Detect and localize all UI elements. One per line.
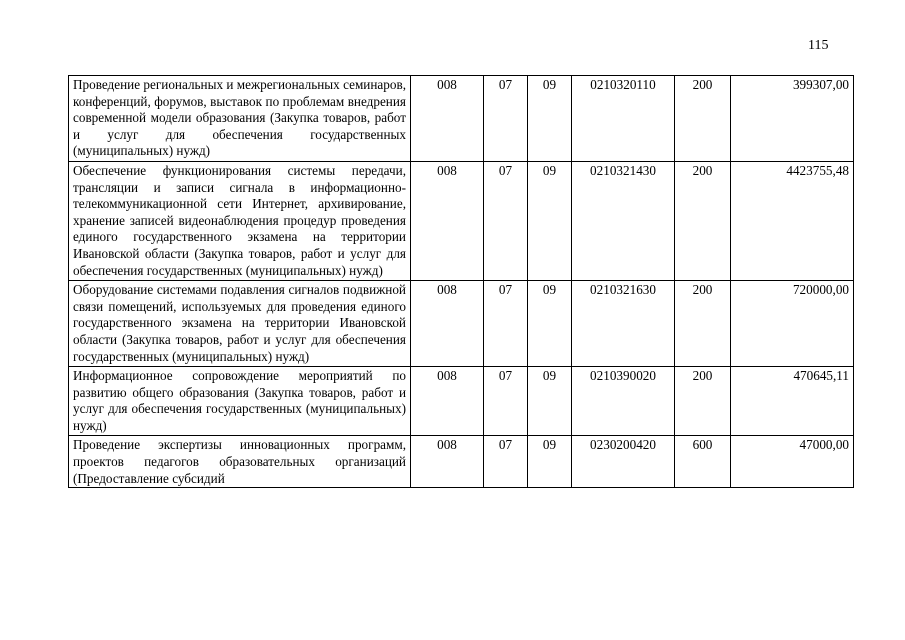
ministry-code: 008 [411, 161, 484, 280]
ministry-code: 008 [411, 76, 484, 162]
subsection-code: 09 [528, 281, 572, 367]
section-code: 07 [484, 436, 528, 488]
expense-type-code: 600 [675, 436, 731, 488]
page-number: 115 [808, 38, 829, 53]
table-row [69, 436, 854, 488]
amount: 399307,00 [731, 76, 854, 162]
subsection-code: 09 [528, 436, 572, 488]
row-description: Оборудование системами подавления сигналов подвижной связи помещений, используемых для проведения единого государственного экзамена на территории Ивановской области (Закупка товаров, работ и услуг для обеспечения государственных (муниципальных) нужд) [69, 281, 411, 367]
ministry-code: 008 [411, 436, 484, 488]
table-row [69, 367, 854, 436]
section-code: 07 [484, 281, 528, 367]
subsection-code: 09 [528, 76, 572, 162]
table-row [69, 281, 854, 367]
budget-table [68, 75, 854, 488]
expense-type-code: 200 [675, 76, 731, 162]
target-article-code: 0210320110 [572, 76, 675, 162]
row-description: Информационное сопровождение мероприятий по развитию общего образования (Закупка товаров, работ и услуг для обеспечения государственных (муниципальных) нужд) [69, 367, 411, 436]
expense-type-code: 200 [675, 367, 731, 436]
subsection-code: 09 [528, 367, 572, 436]
amount: 720000,00 [731, 281, 854, 367]
target-article-code: 0230200420 [572, 436, 675, 488]
ministry-code: 008 [411, 367, 484, 436]
subsection-code: 09 [528, 161, 572, 280]
target-article-code: 0210321430 [572, 161, 675, 280]
row-description [69, 436, 411, 488]
table-row [69, 161, 854, 280]
section-code: 07 [484, 161, 528, 280]
expense-type-code: 200 [675, 161, 731, 280]
section-code: 07 [484, 367, 528, 436]
target-article-code: 0210321630 [572, 281, 675, 367]
amount: 4423755,48 [731, 161, 854, 280]
row-description-text: Проведение экспертизы инновационных программ, проектов педагогов образовательных организаций (Предоставление субсидий [73, 437, 406, 486]
ministry-code: 008 [411, 281, 484, 367]
amount: 47000,00 [731, 436, 854, 488]
target-article-code: 0210390020 [572, 367, 675, 436]
amount: 470645,11 [731, 367, 854, 436]
row-description: Обеспечение функционирования системы передачи, трансляции и записи сигнала в информационно-телекоммуникационной сети Интернет, архивирование, хранение записей видеонаблюдения процедур проведения единого государственного экзамена на территории Ивановской области (Закупка товаров, работ и услуг для обеспечения государственных (муниципальных) нужд) [69, 161, 411, 280]
row-description: Проведение региональных и межрегиональных семинаров, конференций, форумов, выставок по проблемам внедрения современной модели образования (Закупка товаров, работ и услуг для обеспечения государственных (муниципальных) нужд) [69, 76, 411, 162]
table-row [69, 76, 854, 162]
expense-type-code: 200 [675, 281, 731, 367]
section-code: 07 [484, 76, 528, 162]
